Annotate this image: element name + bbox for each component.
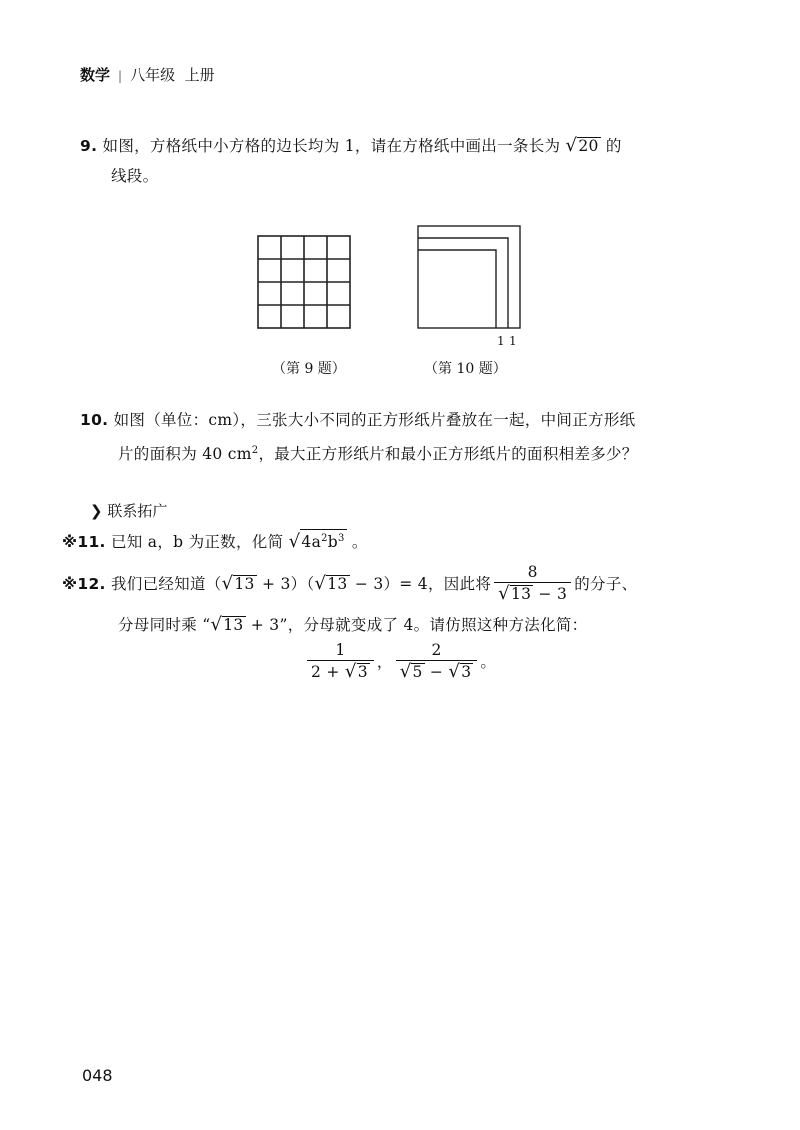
question-12-line2-radicand: 13 <box>223 616 244 634</box>
denominator-minus: − <box>429 663 444 681</box>
question-9-radicand: 20 <box>578 137 599 155</box>
radical-sign-icon: √ <box>288 531 301 552</box>
figure-10-label-a: 1 <box>497 334 505 348</box>
question-12-expressions <box>304 640 496 683</box>
question-11 <box>62 527 368 557</box>
question-12 <box>62 562 762 605</box>
question-12-plus3: + 3）（ <box>261 574 315 593</box>
figure-9-grid <box>256 234 352 330</box>
denominator-tail: − 3 <box>538 585 568 603</box>
question-10-exponent: 2 <box>251 445 259 456</box>
figure-9-caption: （第 9 题） <box>272 361 346 377</box>
radical-sign-icon: √ <box>448 661 461 682</box>
page-header <box>80 64 215 85</box>
question-12-radicand-2: 13 <box>327 574 348 593</box>
question-11-radicand <box>300 529 346 551</box>
question-11-number: ※11. <box>62 533 106 551</box>
figure-10-squares <box>416 224 524 332</box>
question-9 <box>80 131 720 161</box>
denominator-radicand-2: 3 <box>461 663 472 681</box>
radicand-b: b <box>327 533 339 551</box>
header-volume: 上册 <box>184 66 215 84</box>
radical-sign-icon: √ <box>399 661 412 682</box>
question-10-line1: 如图（单位：cm），三张大小不同的正方形纸片叠放在一起，中间正方形纸 <box>113 411 636 429</box>
question-9-text-b: 的 <box>605 137 622 155</box>
question-11-text-b: 。 <box>351 533 368 551</box>
fraction-denominator <box>494 582 571 605</box>
fraction-denominator <box>307 660 374 683</box>
figure-10-label-b: 1 <box>509 334 517 348</box>
header-divider: | <box>118 69 123 83</box>
question-12-line2-a: 分母同时乘 “ <box>118 616 211 634</box>
expression-end: 。 <box>480 652 497 671</box>
radical-sign-icon: √ <box>344 661 357 682</box>
question-9-line2: 线段。 <box>111 167 159 185</box>
radical-sign-icon: √ <box>210 614 223 635</box>
denominator-radicand-1: 5 <box>412 663 423 681</box>
header-grade: 八年级 <box>130 66 176 84</box>
fraction-numerator: 8 <box>527 563 538 581</box>
radical-sign-icon: √ <box>314 572 327 594</box>
question-10-line2-b: ，最大正方形纸片和最小正方形纸片的面积相差多少？ <box>258 445 638 464</box>
radical-sign-icon: √ <box>498 583 510 604</box>
fraction-denominator <box>396 660 478 683</box>
question-12-number: ※12. <box>62 574 106 593</box>
question-12-paren-open: （ <box>205 574 222 593</box>
denominator-radicand: 13 <box>510 585 532 603</box>
section-marker-icon: ❯ <box>90 502 103 520</box>
question-10-number: 10. <box>80 411 109 429</box>
fraction-1-over-2-plus-sqrt3 <box>307 640 374 683</box>
question-9-number: 9. <box>80 137 98 155</box>
exponent-a: 2 <box>321 532 328 544</box>
section-title: 联系拓广 <box>107 502 168 520</box>
header-subject: 数学 <box>80 66 111 84</box>
question-10 <box>80 405 730 435</box>
fraction-numerator: 1 <box>335 641 346 659</box>
fraction-2-over-sqrt5-minus-sqrt3 <box>396 640 478 683</box>
question-12-radicand-1: 13 <box>234 574 255 593</box>
fraction-8-over-sqrt13-minus3 <box>494 562 571 605</box>
question-12-minus3: − 3）= 4，因此将 <box>354 574 492 593</box>
question-12-text-b: 的分子、 <box>574 574 638 593</box>
radicand-4a: 4a <box>301 533 322 551</box>
question-12-line2-b: + 3”，分母就变成了 4。请仿照这种方法化简： <box>250 616 588 634</box>
section-heading <box>90 500 167 521</box>
question-10-line2 <box>118 436 738 469</box>
page-number: 048 <box>82 1066 113 1085</box>
question-12-line2 <box>118 610 738 640</box>
denominator-head: 2 + <box>311 663 340 681</box>
figure-10-caption: （第 10 题） <box>424 361 507 377</box>
denominator-radicand: 3 <box>357 663 368 681</box>
question-9-text-a: 如图，方格纸中小方格的边长均为 1，请在方格纸中画出一条长为 <box>102 137 561 155</box>
radical-sign-icon: √ <box>221 572 234 594</box>
exponent-b: 3 <box>338 532 345 544</box>
question-12-text-a: 我们已经知道 <box>110 574 206 593</box>
radical-sign-icon: √ <box>565 135 578 156</box>
fraction-numerator: 2 <box>431 641 442 659</box>
question-10-line2-a: 片的面积为 40 cm <box>118 445 252 464</box>
expression-comma: ， <box>376 652 393 671</box>
question-11-text-a: 已知 a，b 为正数，化简 <box>110 533 284 551</box>
